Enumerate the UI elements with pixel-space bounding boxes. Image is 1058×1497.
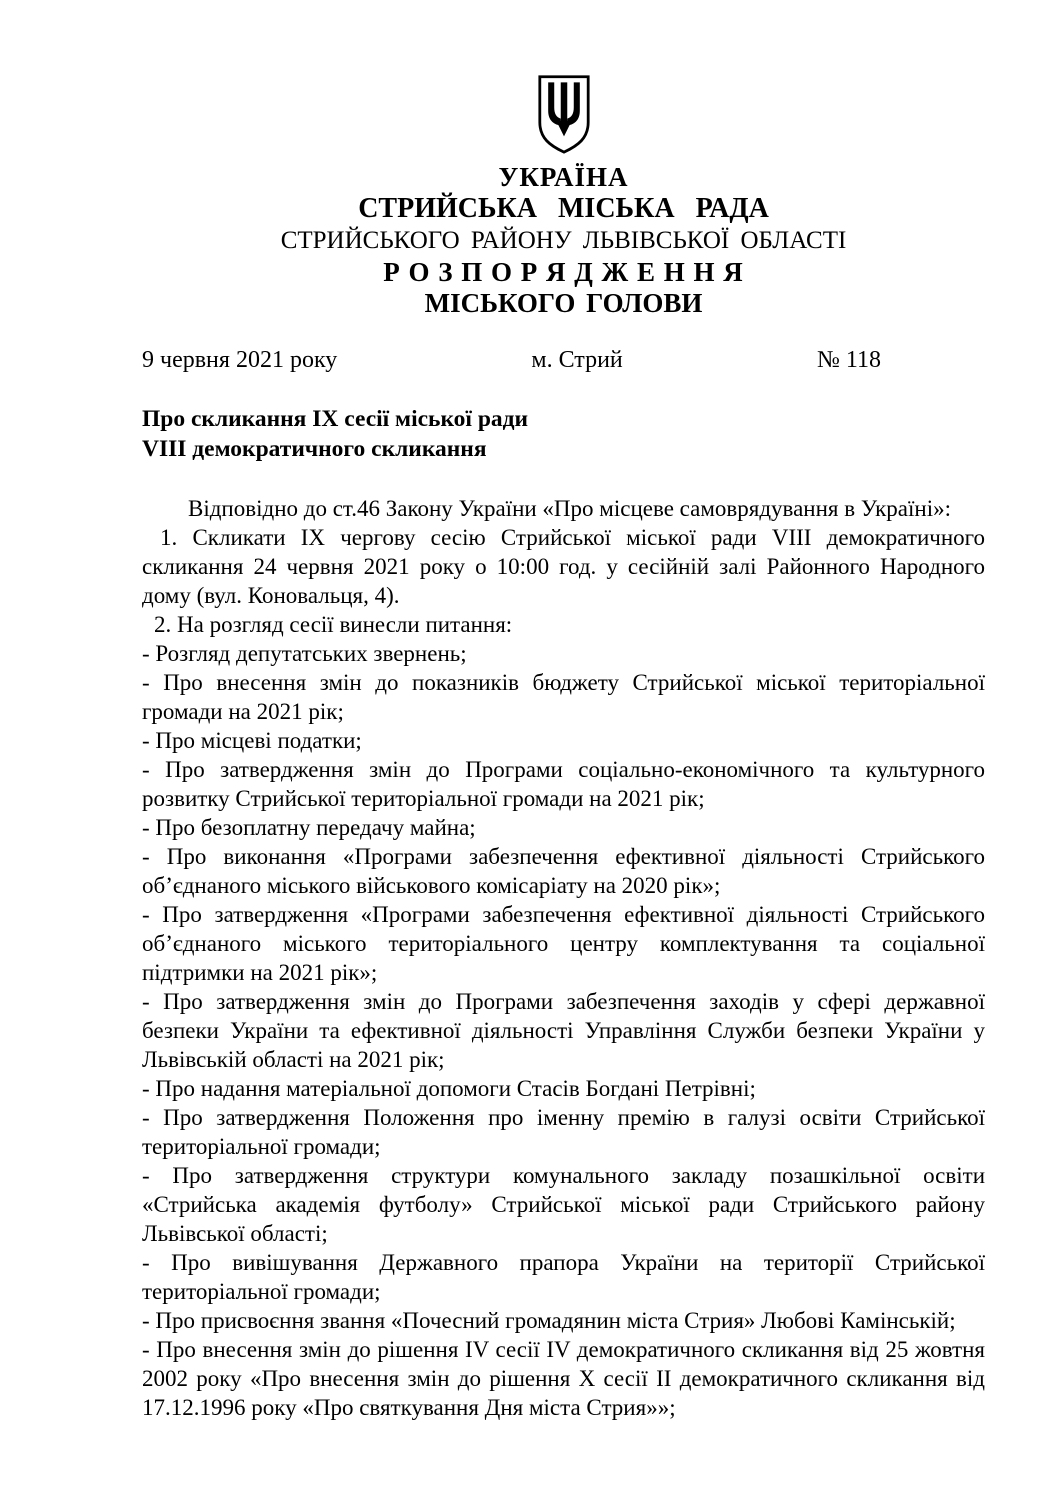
agenda-item: - Про затвердження структури комунального закладу позашкільної освіти «Стрийська академія футболу» Стрийської міської ради Стрийського району Львівської області;: [142, 1163, 985, 1247]
council-name: СТРИЙСЬКА МІСЬКА РАДА: [358, 193, 769, 225]
document-author: МІСЬКОГО ГОЛОВИ: [424, 288, 703, 319]
agenda-item: - Про внесення змін до рішення IV сесії IV демократичного скликання від 25 жовтня 2002 року «Про внесення змін до рішення X сесії II демократичного скликання від 17.12.1996 року «Про святкування Дня міста Стрия»»;: [142, 1337, 985, 1421]
subject-line-2: VIII демократичного скликання: [142, 436, 487, 463]
agenda-item: - Про затвердження Положення про іменну премію в галузі освіти Стрийської територіальної громади;: [142, 1105, 985, 1160]
agenda-item: - Про внесення змін до показників бюджету Стрийської міської територіальної громади на 2021 рік;: [142, 670, 985, 725]
agenda-item: - Про затвердження змін до Програми соціально-економічного та культурного розвитку Стрийської територіальної громади на 2021 рік;: [142, 757, 985, 812]
doc-date: 9 червня 2021 року: [142, 347, 338, 374]
agenda-item: - Про затвердження «Програми забезпечення ефективної діяльності Стрийського об’єднаного міського територіального центру комплектування та соціальної підтримки на 2021 рік»;: [142, 902, 985, 986]
doc-body: [142, 494, 985, 1422]
agenda-item: - Про місцеві податки;: [142, 728, 362, 754]
agenda-item: - Про безоплатну передачу майна;: [142, 815, 476, 841]
document-type: Р О З П О Р Я Д Ж Е Н Н Я: [383, 256, 744, 287]
doc-place: м. Стрий: [531, 347, 623, 374]
subject-line-1: Про скликання IX сесії міської ради: [142, 406, 529, 433]
doc-meta-row: [142, 347, 985, 374]
document-header: [142, 74, 985, 319]
agenda-item: - Про вивішування Державного прапора України на території Стрийської територіальної громади;: [142, 1250, 985, 1305]
district-name: СТРИЙСЬКОГО РАЙОНУ ЛЬВІВСЬКОЇ ОБЛАСТІ: [280, 226, 847, 254]
agenda-item: - Про виконання «Програми забезпечення ефективної діяльності Стрийського об’єднаного міського військового комісаріату на 2020 рік»;: [142, 844, 985, 899]
intro-paragraph: Відповідно до ст.46 Закону України «Про місцеве самоврядування в Україні»:: [188, 496, 951, 522]
doc-number: № 118: [817, 347, 882, 374]
doc-subject: [142, 404, 985, 464]
agenda-item: - Про присвоєння звання «Почесний громадянин міста Стрия» Любові Камінській;: [142, 1308, 956, 1334]
agenda-item: - Про затвердження змін до Програми забезпечення заходів у сфері державної безпеки України та ефективної діяльності Управління Служби безпеки України у Львівській області на 2021 рік;: [142, 989, 985, 1073]
agenda-item: - Про надання матеріальної допомоги Стасів Богдані Петрівні;: [142, 1076, 756, 1102]
clause-1: 1. Скликати IX чергову сесію Стрийської міської ради VIII демократичного скликання 24 червня 2021 року о 10:00 год. у сесійній залі Районного Народного дому (вул. Коновальця, 4).: [142, 525, 985, 609]
clause-2: 2. На розгляд сесії винесли питання:: [154, 612, 513, 638]
ukraine-trident-emblem-icon: [536, 74, 592, 154]
agenda-item: - Розгляд депутатських звернень;: [142, 641, 467, 667]
country-name: УКРАЇНА: [498, 162, 629, 192]
